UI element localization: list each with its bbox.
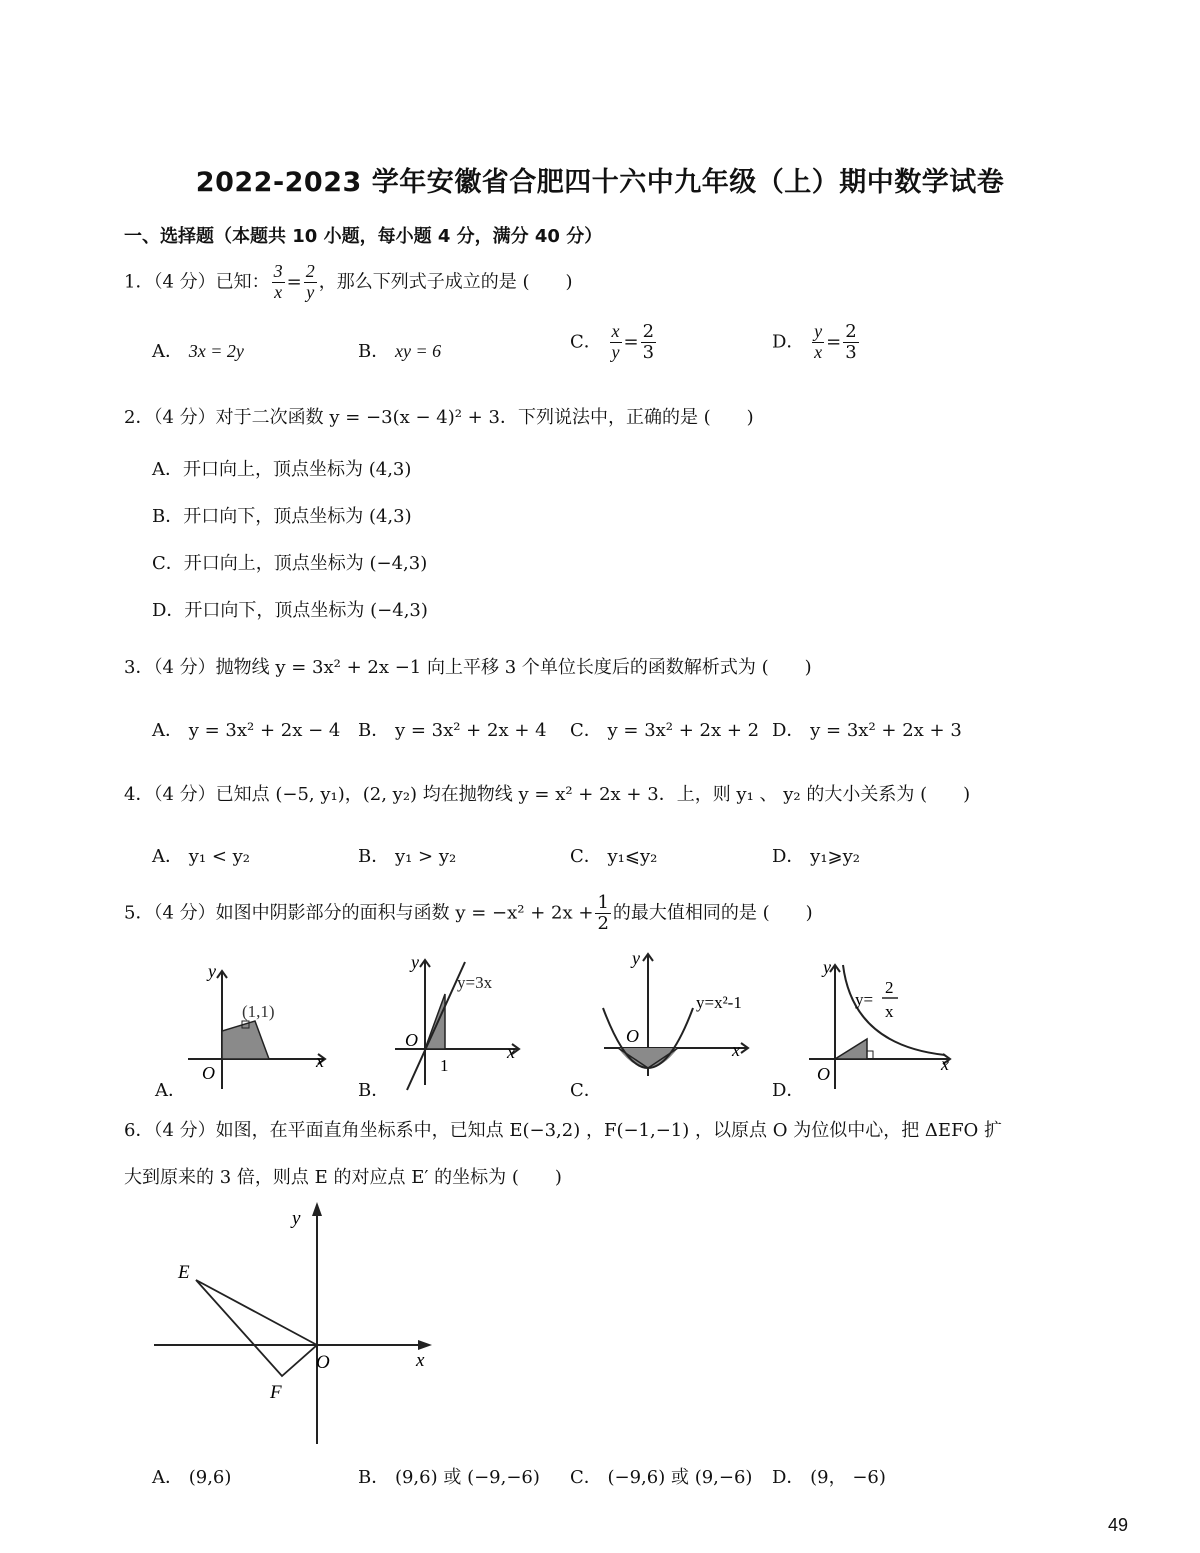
right-angle-mark (867, 1051, 873, 1059)
fraction-numerator: 3 (273, 261, 283, 281)
q5-option-b[interactable]: B． (358, 1080, 390, 1101)
q2-option-d[interactable]: D．开口向下，顶点坐标为 (−4,3) (152, 600, 428, 621)
q6-option-b[interactable]: B． (9,6) 或 (−9,−6) (358, 1467, 540, 1488)
curve-label-lhs: y= (855, 990, 874, 1009)
shaded-quadrilateral (222, 1021, 269, 1059)
option-label: A． (152, 341, 183, 362)
fraction-numerator: 2 (845, 321, 857, 342)
option-text: xy = 6 (394, 341, 442, 361)
shaded-triangle (835, 1039, 867, 1059)
q1-option-c[interactable] (570, 322, 658, 363)
tick-label: 1 (440, 1056, 449, 1075)
q4-option-c[interactable]: C． y₁⩽y₂ (570, 846, 658, 867)
q5-option-c[interactable]: C． (570, 1080, 602, 1101)
fraction-numerator: x (611, 321, 620, 341)
point-f-label: F (270, 1382, 282, 1403)
q3-option-b[interactable]: B． y = 3x² + 2x + 4 (358, 720, 547, 741)
option-label: B． (358, 341, 390, 362)
x-label: x (732, 1040, 740, 1060)
equals-sign: = (826, 331, 842, 353)
triangle-efo (196, 1280, 317, 1376)
q6-figure (150, 1200, 440, 1450)
q3-option-c[interactable]: C． y = 3x² + 2x + 2 (570, 720, 760, 741)
page-title: 2022-2023 学年安徽省合肥四十六中九年级（上）期中数学试卷 (195, 167, 1005, 198)
origin-label: O (202, 1063, 215, 1083)
line-label: y=3x (457, 973, 493, 992)
fraction (812, 322, 824, 363)
option-label: D． (772, 331, 805, 353)
question-6-line-1: 6．（4 分）如图，在平面直角坐标系中，已知点 E(−3,2) ，F(−1,−1) ，以原点 O 为位似中心，把 ΔEFO 扩 (124, 1120, 1003, 1141)
fraction-denominator: 2 (597, 912, 609, 934)
q5-figure-b (385, 950, 535, 1095)
question-5-suffix: 的最大值相同的是 ( ) (612, 902, 813, 924)
question-5-prefix: 5．（4 分）如图中阴影部分的面积与函数 y = −x² + 2x + (124, 902, 594, 924)
point-label: (1,1) (242, 1002, 275, 1021)
q6-option-a[interactable]: A． (9,6) (152, 1467, 232, 1488)
fraction-numerator: 2 (642, 321, 655, 342)
q4-option-a[interactable]: A． y₁ < y₂ (152, 846, 251, 867)
section-heading-choice: 一、选择题（本题共 10 小题，每小题 4 分，满分 40 分） (124, 226, 603, 247)
shaded-triangle (425, 994, 445, 1049)
y-label: y (292, 1208, 301, 1229)
curve-label-numerator: 2 (885, 978, 894, 997)
x-label: x (416, 1350, 425, 1371)
q3-option-d[interactable]: D． y = 3x² + 2x + 3 (772, 720, 962, 741)
shaded-region (618, 1048, 678, 1068)
q2-option-b[interactable]: B．开口向下，顶点坐标为 (4,3) (152, 506, 412, 527)
point-e-label: E (178, 1262, 190, 1283)
option-label: C． (570, 331, 602, 353)
fraction-denominator: y (611, 341, 620, 362)
hyperbola-curve (843, 965, 945, 1055)
fraction (610, 322, 622, 363)
y-label: y (411, 952, 419, 972)
curve-label: y=x²-1 (696, 993, 742, 1012)
origin-label: O (817, 1064, 830, 1084)
fraction-denominator: x (814, 341, 823, 362)
fraction (641, 322, 656, 363)
fraction-numerator: 1 (597, 892, 609, 913)
q6-option-d[interactable]: D． (9， −6) (772, 1467, 886, 1488)
q5-figure-d (805, 955, 965, 1090)
x-label: x (507, 1042, 515, 1062)
question-5 (124, 893, 813, 934)
q4-option-d[interactable]: D． y₁⩾y₂ (772, 846, 861, 867)
fraction-denominator: x (274, 281, 283, 302)
q2-option-c[interactable]: C．开口向上，顶点坐标为 (−4,3) (152, 553, 428, 574)
question-1-prefix: 1．（4 分）已知： (124, 271, 270, 293)
q4-option-b[interactable]: B． y₁ > y₂ (358, 846, 457, 867)
question-1-fraction-right (304, 262, 317, 303)
q1-option-a[interactable] (152, 337, 244, 363)
y-label: y (208, 961, 216, 981)
equals-sign: = (623, 331, 639, 353)
fraction-denominator: 3 (845, 341, 857, 363)
x-label: x (316, 1051, 324, 1071)
page-number: 49 (1108, 1515, 1129, 1535)
q1-option-b[interactable] (358, 337, 441, 363)
curve-label-denominator: x (885, 1002, 894, 1021)
fraction-numerator: 2 (305, 261, 315, 281)
x-label: x (941, 1054, 949, 1074)
question-1-fraction-left (272, 262, 285, 303)
y-label: y (632, 948, 640, 968)
question-3: 3．（4 分）抛物线 y = 3x² + 2x −1 向上平移 3 个单位长度后的函数解析式为 ( ) (124, 657, 812, 678)
fraction (595, 893, 610, 934)
fraction (843, 322, 858, 363)
y-arrow-icon (312, 1202, 322, 1216)
equals-sign: = (286, 271, 302, 293)
q5-figure-a (180, 955, 340, 1095)
fraction-denominator: y (306, 281, 315, 302)
q1-option-d[interactable] (772, 322, 861, 363)
question-6-line-2: 大到原来的 3 倍，则点 E 的对应点 E′ 的坐标为 ( ) (124, 1167, 562, 1188)
q3-option-a[interactable]: A． y = 3x² + 2x − 4 (152, 720, 341, 741)
origin-label: O (316, 1352, 330, 1373)
question-4: 4．（4 分）已知点 (−5, y₁)，(2, y₂) 均在抛物线 y = x² + 2x + 3．上，则 y₁ 、 y₂ 的大小关系为 ( ) (124, 784, 971, 805)
fraction-denominator: 3 (642, 341, 655, 363)
fraction-numerator: y (814, 321, 823, 341)
origin-label: O (405, 1030, 418, 1050)
q6-option-c[interactable]: C． (−9,6) 或 (9,−6) (570, 1467, 753, 1488)
x-arrow-icon (418, 1340, 432, 1350)
question-1-suffix: ，那么下列式子成立的是 ( ) (318, 271, 573, 293)
option-text: 3x = 2y (188, 341, 244, 361)
origin-label: O (626, 1026, 639, 1046)
q5-option-a[interactable]: A． (155, 1080, 186, 1101)
question-2: 2．（4 分）对于二次函数 y = −3(x − 4)² + 3．下列说法中，正确的是 ( ) (124, 407, 754, 428)
q2-option-a[interactable]: A．开口向上，顶点坐标为 (4,3) (152, 459, 412, 480)
q5-option-d[interactable]: D． (772, 1080, 805, 1101)
q5-figure-c (598, 948, 763, 1078)
question-1 (124, 262, 573, 303)
y-label: y (823, 957, 831, 977)
